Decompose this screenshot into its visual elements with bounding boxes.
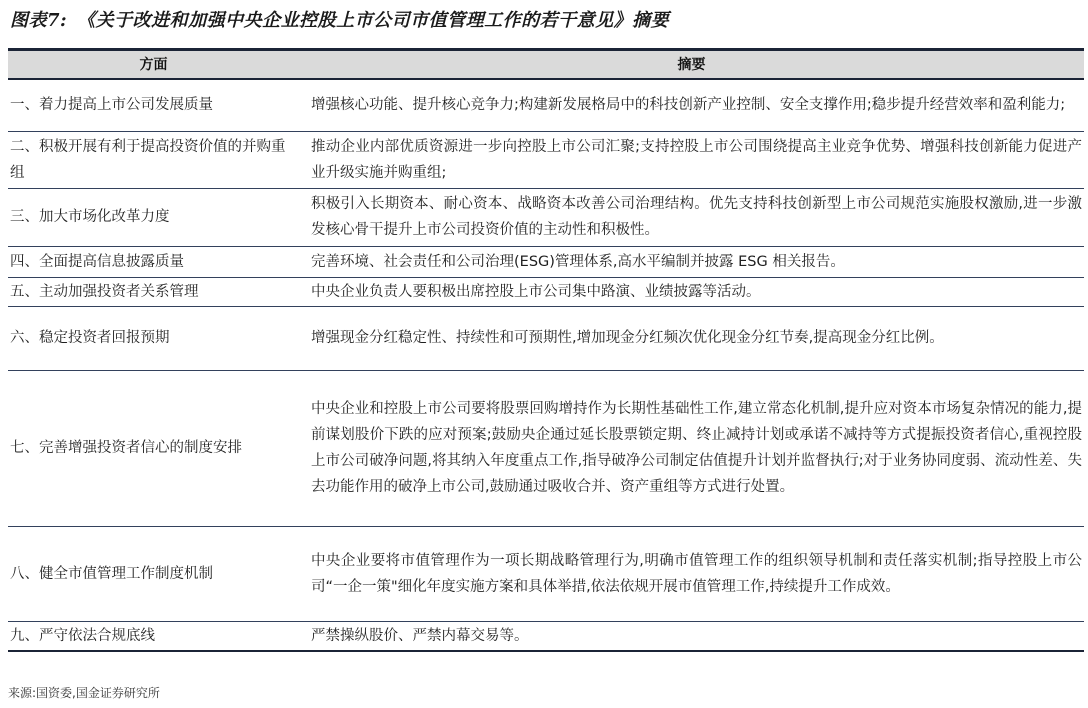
header-aspect: 方面 xyxy=(8,51,299,79)
row-aspect: 五、主动加强投资者关系管理 xyxy=(8,277,299,306)
row-summary: 推动企业内部优质资源进一步向控股上市公司汇聚;支持控股上市公司围绕提高主业竞争优势、增强科技创新能力促进产业升级实施并购重组; xyxy=(299,131,1084,188)
table-row xyxy=(8,246,1084,277)
header-summary: 摘要 xyxy=(299,51,1084,79)
row-aspect: 四、全面提高信息披露质量 xyxy=(8,246,299,277)
row-summary: 严禁操纵股价、严禁内幕交易等。 xyxy=(299,621,1084,651)
row-aspect: 二、积极开展有利于提高投资价值的并购重组 xyxy=(8,131,299,188)
summary-table xyxy=(8,51,1084,652)
figure-title xyxy=(10,6,669,32)
row-summary: 中央企业和控股上市公司要将股票回购增持作为长期性基础性工作,建立常态化机制,提升应对资本市场复杂情况的能力,提前谋划股价下跌的应对预案;鼓励央企通过延长股票锁定期、终止减持计划或承诺不减持等方式提振投资者信心,重视控股上市公司破净问题,将其纳入年度重点工作,指导破净公司制定估值提升计划并监督执行;对于业务协同度弱、流动性差、失去功能作用的破净上市公司,鼓励通过吸收合并、资产重组等方式进行处置。 xyxy=(299,370,1084,526)
table-header-row xyxy=(8,51,1084,79)
row-aspect: 三、加大市场化改革力度 xyxy=(8,188,299,246)
table-row xyxy=(8,370,1084,526)
figure-label: 图表7: xyxy=(10,10,68,31)
row-summary: 中央企业负责人要积极出席控股上市公司集中路演、业绩披露等活动。 xyxy=(299,277,1084,306)
source-note: 来源:国资委,国金证券研究所 xyxy=(8,686,160,700)
table-row xyxy=(8,188,1084,246)
row-aspect: 七、完善增强投资者信心的制度安排 xyxy=(8,370,299,526)
row-summary: 中央企业要将市值管理作为一项长期战略管理行为,明确市值管理工作的组织领导机制和责任落实机制;指导控股上市公司“一企一策"细化年度实施方案和具体举措,依法依规开展市值管理工作,持续提升工作成效。 xyxy=(299,526,1084,621)
table-row xyxy=(8,277,1084,306)
row-aspect: 九、严守依法合规底线 xyxy=(8,621,299,651)
table-row xyxy=(8,621,1084,651)
row-summary: 增强核心功能、提升核心竞争力;构建新发展格局中的科技创新产业控制、安全支撑作用;稳步提升经营效率和盈利能力; xyxy=(299,79,1084,131)
row-summary: 增强现金分红稳定性、持续性和可预期性,增加现金分红频次优化现金分红节奏,提高现金分红比例。 xyxy=(299,306,1084,370)
table-row xyxy=(8,306,1084,370)
row-aspect: 一、着力提高上市公司发展质量 xyxy=(8,79,299,131)
row-summary: 积极引入长期资本、耐心资本、战略资本改善公司治理结构。优先支持科技创新型上市公司规范实施股权激励,进一步激发核心骨干提升上市公司投资价值的主动性和积极性。 xyxy=(299,188,1084,246)
row-aspect: 八、健全市值管理工作制度机制 xyxy=(8,526,299,621)
row-aspect: 六、稳定投资者回报预期 xyxy=(8,306,299,370)
table-row xyxy=(8,131,1084,188)
figure-title-text: 《关于改进和加强中央企业控股上市公司市值管理工作的若干意见》摘要 xyxy=(77,10,670,31)
table-row xyxy=(8,526,1084,621)
row-summary: 完善环境、社会责任和公司治理(ESG)管理体系,高水平编制并披露 ESG 相关报告。 xyxy=(299,246,1084,277)
table-row xyxy=(8,79,1084,131)
